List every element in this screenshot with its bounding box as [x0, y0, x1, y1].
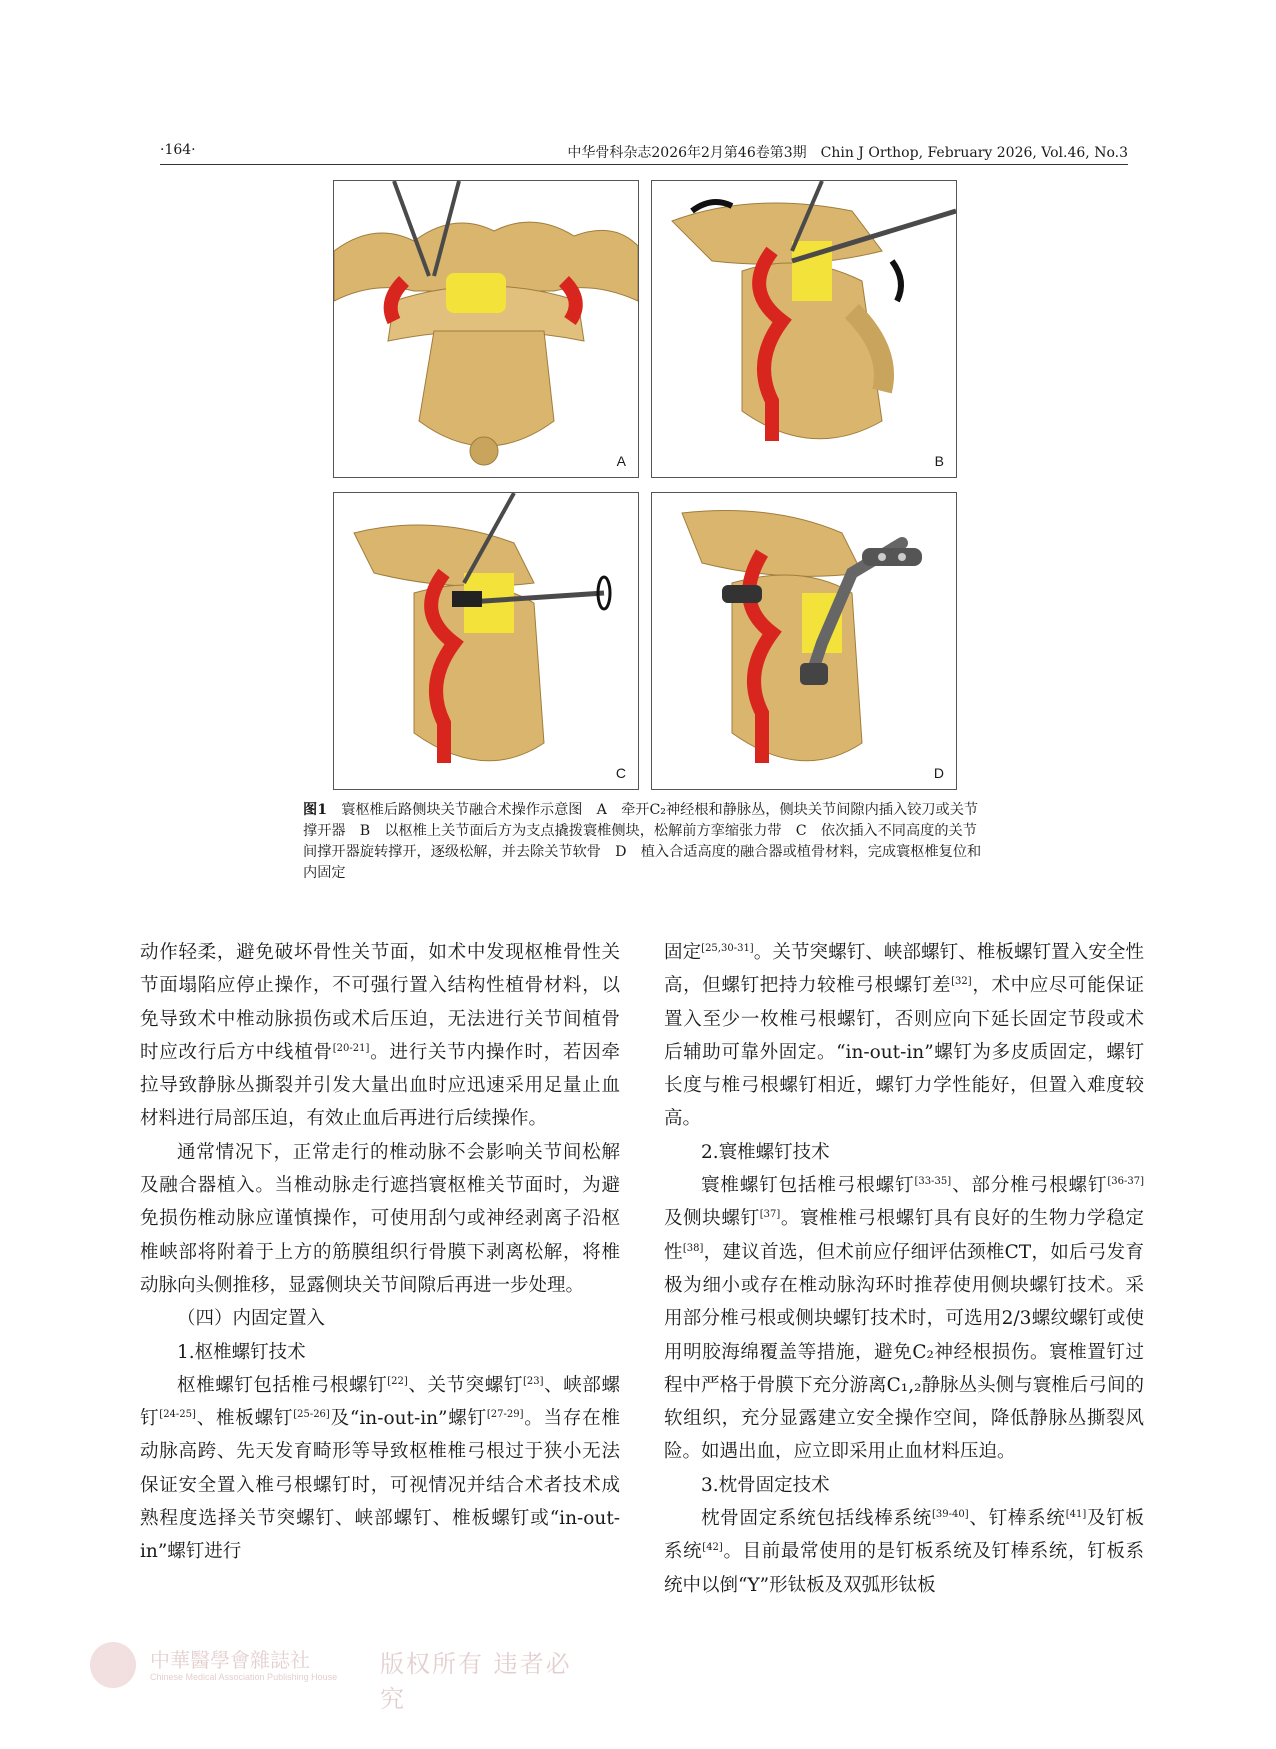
section-heading: （四）内固定置入: [177, 1308, 326, 1330]
reference: [39-40]: [932, 1509, 969, 1521]
panel-label-d: D: [933, 765, 944, 781]
publisher-name: 中華醫學會雜誌社: [150, 1648, 310, 1672]
panel-label-c: C: [615, 765, 626, 781]
left-column: [140, 936, 620, 1569]
reference: [32]: [951, 976, 972, 988]
subsection-heading: 3.枕骨固定技术: [701, 1474, 830, 1496]
figure-panel-b: [651, 180, 957, 478]
figure-panel-a: [333, 180, 639, 478]
illustration-c: [334, 493, 638, 789]
right-column: [664, 936, 1144, 1602]
figure-panel-d: [651, 492, 957, 790]
figure-panel-c: [333, 492, 639, 790]
reference: [25-26]: [293, 1409, 330, 1421]
reference: [33-35]: [914, 1176, 952, 1188]
reference: [27-29]: [486, 1409, 524, 1421]
reference: [42]: [702, 1542, 723, 1554]
caption-text: 寰枢椎后路侧块关节融合术操作示意图 A 牵开C₂神经根和静脉丛，侧块关节间隙内插入铰刀或关节撑开器 B 以枢椎上关节面后方为支点撬拨寰椎侧块，松解前方挛缩张力带 C 依次插入不同高度的关节间撑开器旋转撑开，逐级松解，并去除关节软骨 D 植入合适高度的融合器或植骨材料，完成寰枢椎复位和内固定: [303, 802, 982, 881]
panel-label-a: A: [616, 453, 626, 469]
reference: [25,30-31]: [701, 943, 754, 954]
running-header: [160, 140, 1128, 165]
page-number: ·164·: [160, 142, 196, 158]
paragraph: 枕骨固定系统包括线棒系统[39-40]、钉棒系统[41]及钉板系统[42]。目前最常使用的是钉板系统及钉棒系统，钉板系统中以倒“Y”形钛板及双弧形钛板: [664, 1508, 1144, 1596]
reference: [22]: [387, 1375, 408, 1387]
reference: [37]: [759, 1209, 781, 1221]
illustration-d: [652, 493, 956, 789]
paragraph: 动作轻柔，避免破坏骨性关节面，如术中发现枢椎骨性关节面塌陷应停止操作，不可强行置入结构性植骨材料，以免导致术中椎动脉损伤或术后压迫，无法进行关节间植骨时应改行后方中线植骨[20-21]。进行关节内操作时，若因牵拉导致静脉丛撕裂并引发大量出血时应迅速采用足量止血材料进行局部压迫，有效止血后再进行后续操作。: [140, 942, 620, 1130]
subsection-heading: 2.寰椎螺钉技术: [701, 1141, 830, 1163]
reference: [41]: [1065, 1509, 1087, 1521]
paragraph: 固定[25,30-31]。关节突螺钉、峡部螺钉、椎板螺钉置入安全性高，但螺钉把持力较椎弓根螺钉差[32]，术中应尽可能保证置入至少一枚椎弓根螺钉，否则应向下延长固定节段或术后辅助可靠外固定。“in-out-in”螺钉为多皮质固定，螺钉长度与椎弓根螺钉相近，螺钉力学性能好，但置入难度较高。: [664, 942, 1144, 1130]
reference: [36-37]: [1107, 1176, 1144, 1188]
reference: [38]: [682, 1242, 704, 1254]
copyright-notice: 版权所有 违者必究: [380, 1650, 572, 1713]
panel-label-b: B: [934, 453, 944, 469]
reference: [24-25]: [159, 1409, 196, 1421]
paragraph: 枢椎螺钉包括椎弓根螺钉[22]、关节突螺钉[23]、峡部螺钉[24-25]、椎板螺钉[25-26]及“in-out-in”螺钉[27-29]。当存在椎动脉高跨、先天发育畸形等导致枢椎椎弓根过于狭小无法保证安全置入椎弓根螺钉时，可视情况并结合术者技术成熟程度选择关节突螺钉、峡部螺钉、椎板螺钉或“in-out-in”螺钉进行: [140, 1374, 620, 1563]
illustration-b: [652, 181, 956, 477]
publisher-watermark: [90, 1640, 590, 1713]
publisher-seal-icon: [90, 1642, 136, 1688]
subsection-heading: 1.枢椎螺钉技术: [177, 1341, 306, 1363]
reference: [23]: [523, 1375, 544, 1387]
paragraph: 通常情况下，正常走行的椎动脉不会影响关节间松解及融合器植入。当椎动脉走行遮挡寰枢椎关节面时，为避免损伤椎动脉应谨慎操作，可使用刮勺或神经剥离子沿枢椎峡部将附着于上方的筋膜组织行骨膜下剥离松解，将椎动脉向头侧推移，显露侧块关节间隙后再进一步处理。: [140, 1141, 620, 1296]
illustration-a: [334, 181, 638, 477]
reference: [20-21]: [332, 1042, 370, 1054]
figure-caption: [303, 800, 988, 884]
publisher-name-en: Chinese Medical Association Publishing House: [150, 1672, 338, 1682]
paragraph: 寰椎螺钉包括椎弓根螺钉[33-35]、部分椎弓根螺钉[36-37]及侧块螺钉[37]。寰椎椎弓根螺钉具有良好的生物力学稳定性[38]，建议首选，但术前应仔细评估颈椎CT，如后弓发育极为细小或存在椎动脉沟环时推荐使用侧块螺钉技术。采用部分椎弓根或侧块螺钉技术时，可选用2/3螺纹螺钉或使用明胶海绵覆盖等措施，避免C₂神经根损伤。寰椎置钉过程中严格于骨膜下充分游离C₁‚₂静脉丛头侧与寰椎后弓间的软组织，充分显露建立安全操作空间，降低静脉丛撕裂风险。如遇出血，应立即采用止血材料压迫。: [664, 1175, 1144, 1463]
caption-label: 图1: [303, 802, 328, 818]
journal-citation: 中华骨科杂志2026年2月第46卷第3期 Chin J Orthop, February 2026, Vol.46, No.3: [567, 145, 1128, 161]
